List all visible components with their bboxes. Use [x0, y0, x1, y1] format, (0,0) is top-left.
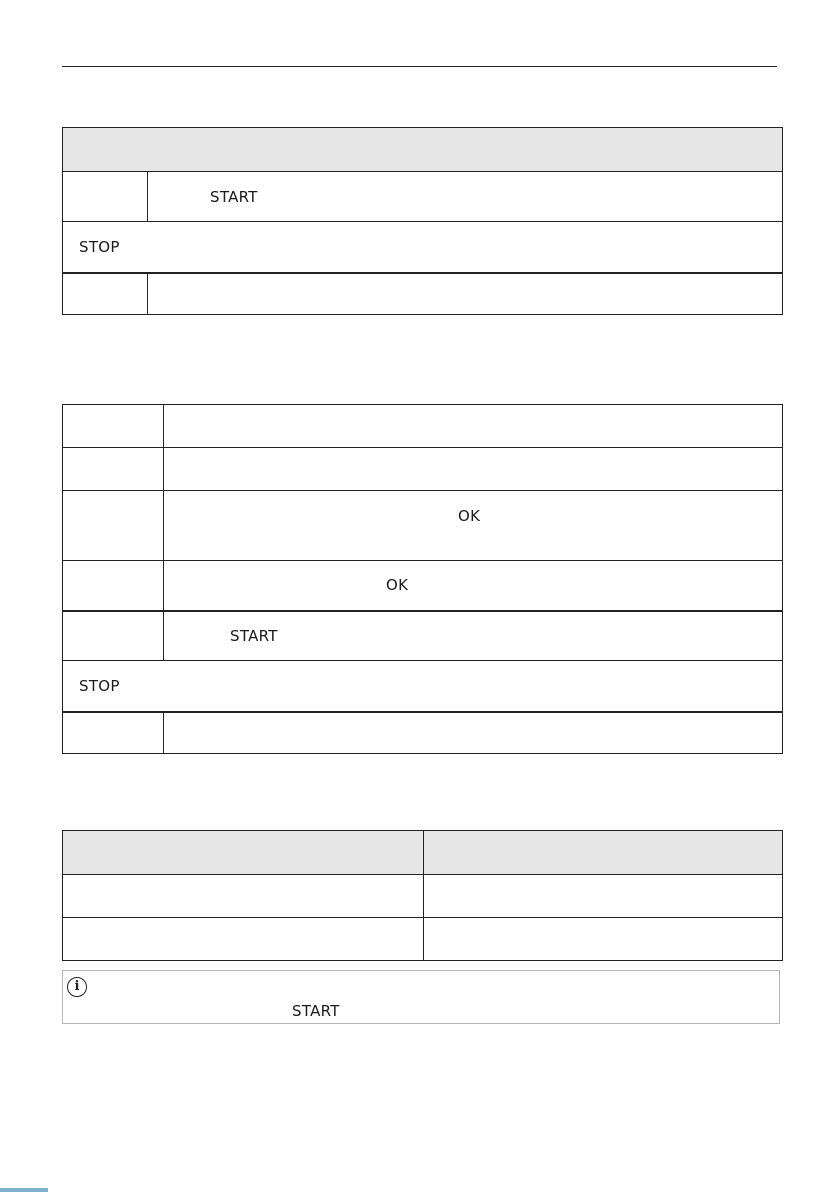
- step-text: [164, 448, 783, 491]
- procedure-table-2: [62, 404, 783, 754]
- step-text: [164, 405, 783, 448]
- table-row: [63, 405, 783, 448]
- table-cell: [424, 875, 783, 918]
- table-row: [63, 273, 783, 315]
- step-text: [148, 273, 783, 315]
- step-cell: [63, 491, 164, 561]
- table-header-row: [63, 128, 783, 172]
- table-row: [63, 172, 783, 222]
- step-cell: [63, 561, 164, 611]
- table-row: [63, 448, 783, 491]
- table-row: [63, 222, 783, 273]
- table-row: [63, 712, 783, 754]
- step-cell: [63, 712, 164, 754]
- procedure-table-1: [62, 127, 783, 315]
- table-row: [63, 561, 783, 611]
- table-cell: [63, 875, 424, 918]
- table-row: [63, 491, 783, 561]
- header-rule: [62, 66, 777, 67]
- start-key-label: START: [292, 1002, 340, 1020]
- table-header-row: [63, 831, 783, 875]
- table-cell: [63, 918, 424, 961]
- start-key-label: START: [230, 626, 278, 645]
- stop-key-label: STOP: [63, 661, 783, 712]
- step-cell: [63, 611, 164, 661]
- page-edge-mark: [0, 1188, 48, 1192]
- table-row: [63, 611, 783, 661]
- step-cell: [63, 172, 148, 222]
- step-cell: [63, 448, 164, 491]
- step-cell: [63, 273, 148, 315]
- start-key-label: START: [210, 187, 258, 206]
- info-table: [62, 830, 783, 961]
- info-icon: i: [67, 977, 87, 997]
- ok-key-label: OK: [386, 576, 409, 595]
- table-row: [63, 918, 783, 961]
- stop-key-label: STOP: [63, 222, 783, 273]
- table-header-cell: [63, 128, 783, 172]
- column-header: [424, 831, 783, 875]
- step-cell: [63, 405, 164, 448]
- table-row: [63, 875, 783, 918]
- table-cell: [424, 918, 783, 961]
- step-text: [164, 712, 783, 754]
- info-note: [62, 970, 780, 1024]
- ok-key-label: OK: [458, 507, 481, 525]
- table-row: [63, 661, 783, 712]
- column-header: [63, 831, 424, 875]
